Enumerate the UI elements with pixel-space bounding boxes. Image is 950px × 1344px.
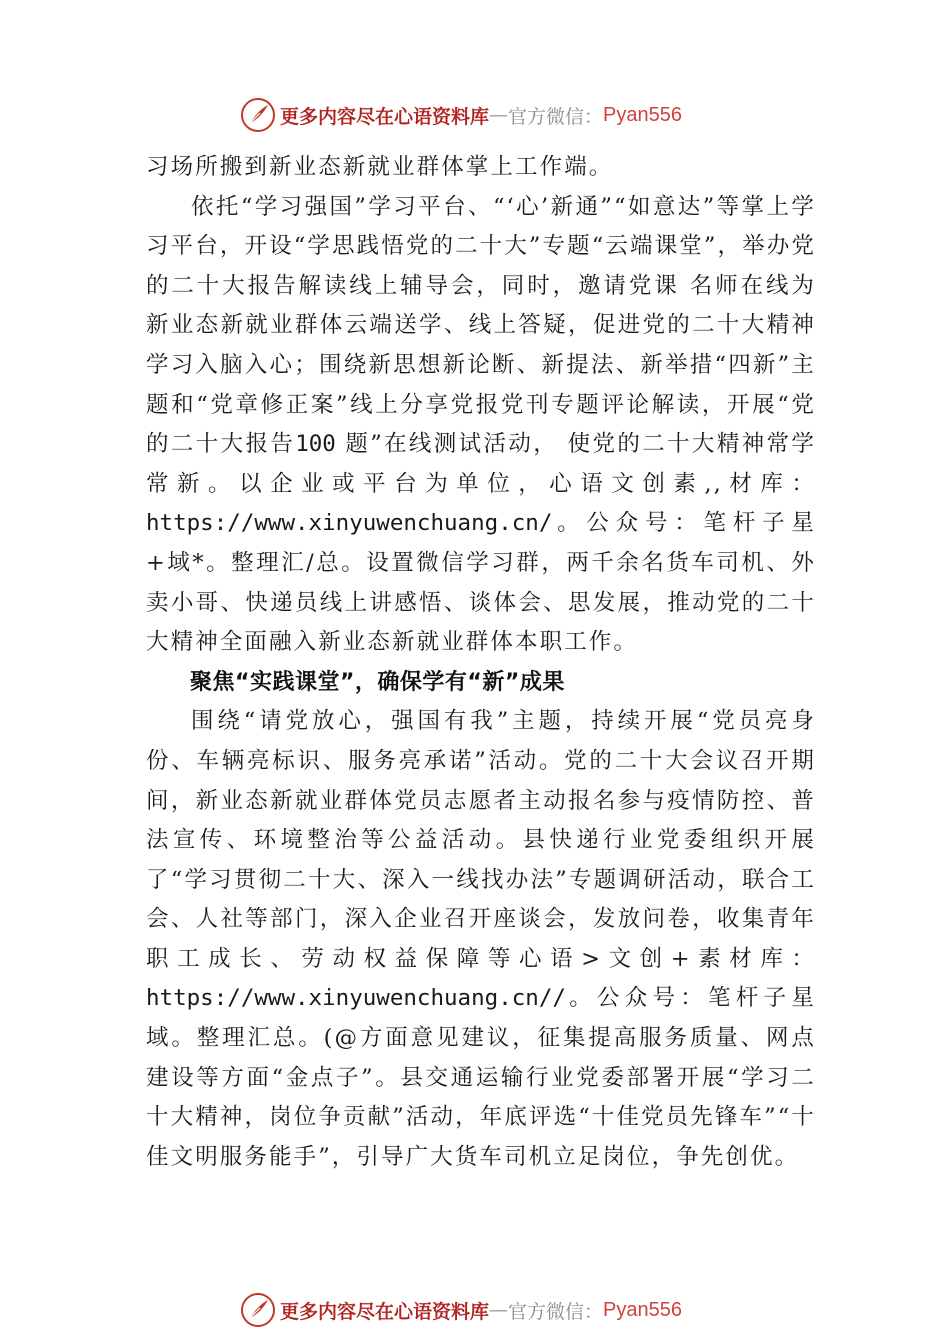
paragraph-text: 。公众号：笔杆子星+域*。整理汇/总。设置微信学习群，两千余名货车司机、外卖小哥、快递员线上讲感悟、谈体会、思发展，推动党的二十大精神全面融入新业态新就业群体本职工作。 xyxy=(146,510,816,656)
paragraph-text: 依托“学习强国”学习平台、“‘心’新通”“如意达”等掌上学习平台，开设“学思践悟党的二十大”专题“云端课堂”，举办党的二十大报告解读线上辅导会，同时，邀请党课 名师在线为新业态新就业群体云端送学、线上答疑，促进党的二十大精神学习入脑入心；围绕新思想新论断、新提法、新举措“四新”主题和“党章修正案”线上分享党报党刊专题评论解读，开展“党的二十大报告 xyxy=(146,193,816,458)
url-text: https://www.xinyuwenchuang.cn/ xyxy=(146,510,553,537)
url-text: https://www.xinyuwenchuang.cn// xyxy=(146,985,566,1012)
paragraph-text: 围绕“请党放心，强国有我”主题，持续开展“党员亮身份、车辆亮标识、服务亮承诺”活动。党的二十大会议召开期间，新业态新就业群体党员志愿者主动报名参与疫情防控、普法宣传、环境整治等公益活动。县快递行业党委组织开展了“学习贯彻二十大、深入一线找办法”专题调研活动，联合工会、人社等部门，深入企业召开座谈会，发放问卷，收集青年职工成长、劳动权益保障等心语>文创+素材库： xyxy=(146,708,816,972)
document-body xyxy=(146,148,816,1177)
section-heading: 聚焦“实践课堂”，确保学有“新”成果 xyxy=(190,669,565,695)
paragraph-online-classroom xyxy=(146,188,816,663)
watermark-wechat-id: Pyan556 xyxy=(603,103,682,126)
watermark-wechat-id: Pyan556 xyxy=(603,1298,682,1321)
watermark-banner-bottom xyxy=(240,1290,682,1330)
paragraph-number: 100 xyxy=(295,431,336,458)
watermark-brand-text: 更多内容尽在心语资料库 xyxy=(280,1300,490,1323)
watermark-dash: — xyxy=(489,104,509,126)
watermark-dash: — xyxy=(489,1299,509,1321)
feather-pen-logo-icon xyxy=(240,1292,276,1328)
watermark-brand-text: 更多内容尽在心语资料库 xyxy=(280,105,490,128)
paragraph-continuation: 习场所搬到新业态新就业群体掌上工作端。 xyxy=(146,154,614,180)
watermark-official-label: 官方微信： xyxy=(508,105,604,128)
paragraph-text: 。公众号：笔杆子星域。整理汇总。(@方面意见建议，征集提高服务质量、网点建设等方面“金点子”。县交通运输行业党委部署开展“学习二十大精神，岗位争贡献”活动，年底评选“十佳党员先锋车”“十佳文明服务能手”，引导广大货车司机立足岗位，争先创优。 xyxy=(146,985,816,1170)
watermark-banner-top xyxy=(240,95,682,135)
watermark-official-label: 官方微信： xyxy=(508,1300,604,1323)
paragraph-text: 题”在线测试活动， 使党的二十大精神常学常新。以企业或平台为单位，心语文创素,,材库： xyxy=(146,431,816,497)
paragraph-practice-classroom xyxy=(146,702,816,1177)
feather-pen-logo-icon xyxy=(240,97,276,133)
